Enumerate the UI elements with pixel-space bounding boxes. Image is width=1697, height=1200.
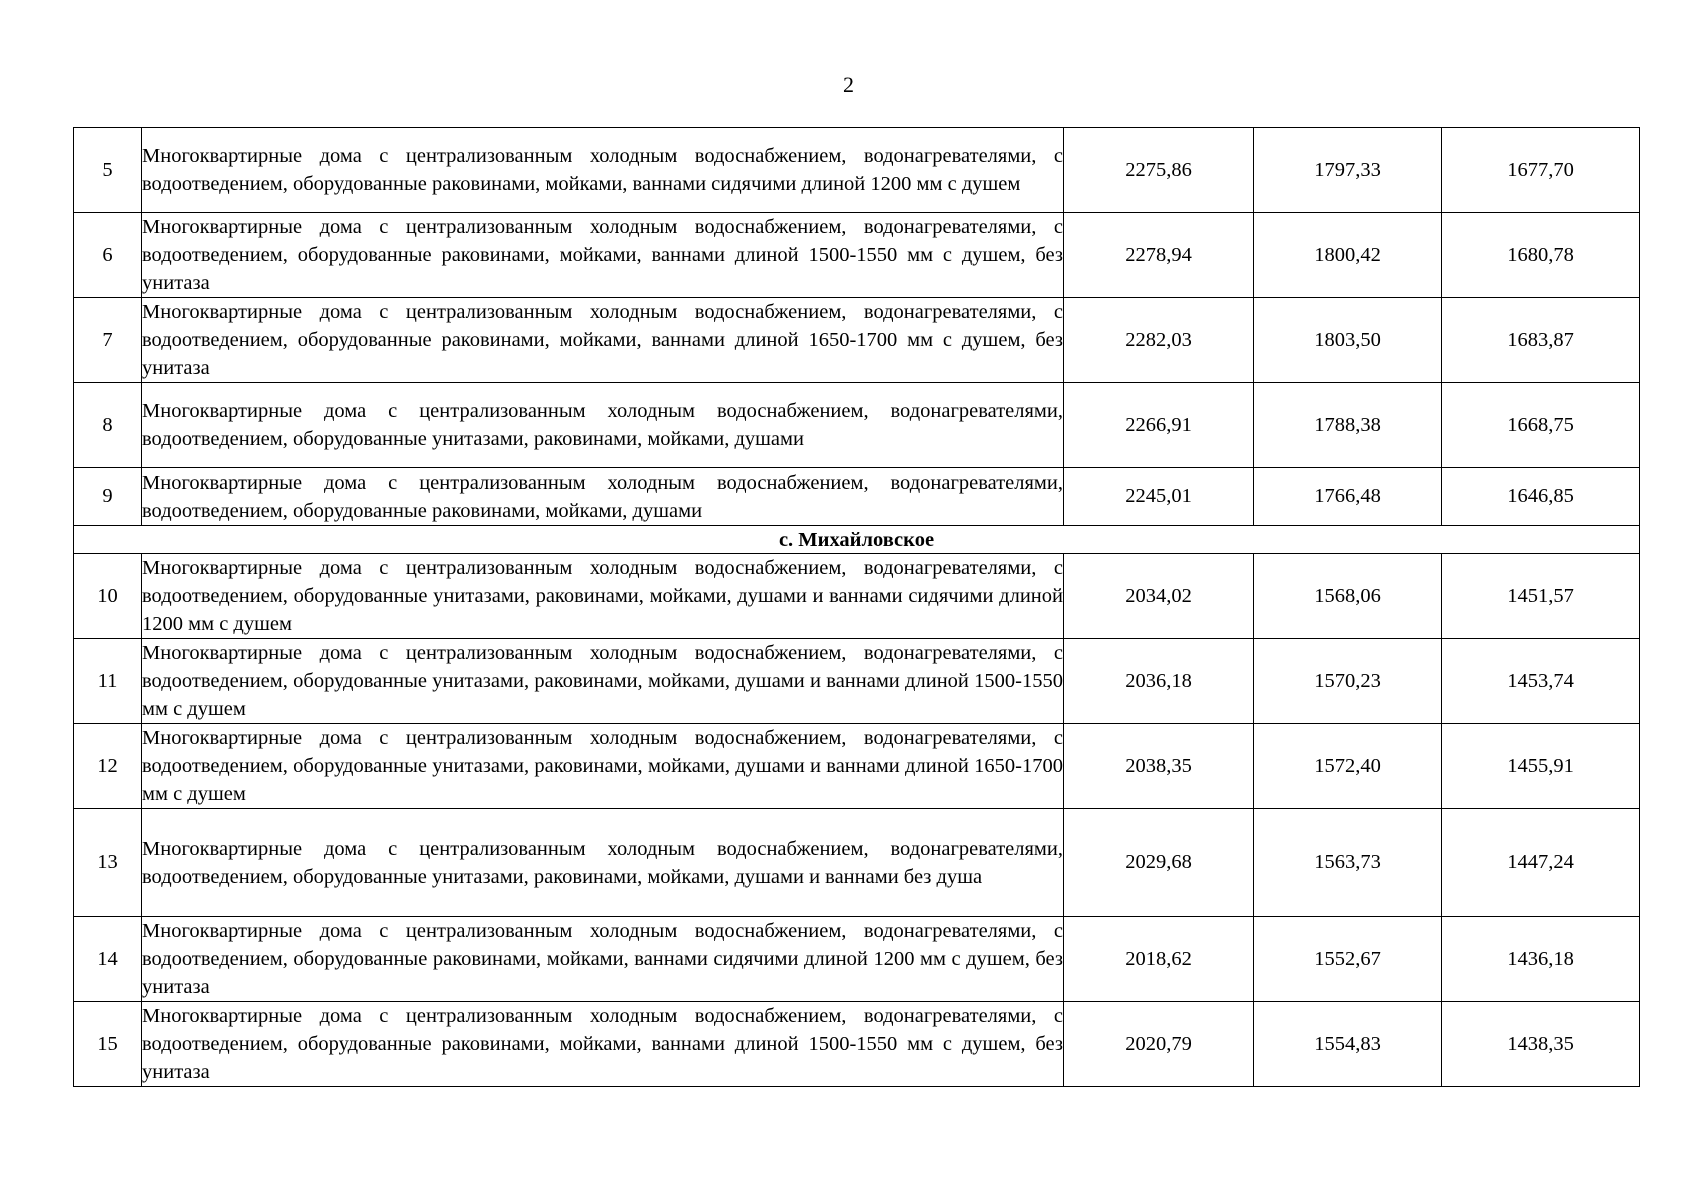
table-row <box>74 468 1640 526</box>
row-description: Многоквартирные дома с централизованным холодным водоснабжением, водонагревателями, с водоотведением, оборудованные раковинами, мойками, ваннами длиной 1500-1550 мм с душем, без унитаза <box>142 213 1064 298</box>
value-cell-1: 2275,86 <box>1064 128 1254 213</box>
row-description: Многоквартирные дома с централизованным холодным водоснабжением, водонагревателями, с водоотведением, оборудованные раковинами, мойками, ваннами сидячими длиной 1200 мм с душем <box>142 128 1064 213</box>
table-row <box>74 809 1640 917</box>
table-row <box>74 724 1640 809</box>
value-cell-3: 1436,18 <box>1442 917 1640 1002</box>
value-cell-1: 2020,79 <box>1064 1002 1254 1087</box>
row-number: 7 <box>74 298 142 383</box>
row-number: 11 <box>74 639 142 724</box>
row-number: 12 <box>74 724 142 809</box>
row-description: Многоквартирные дома с централизованным холодным водоснабжением, водонагревателями, с водоотведением, оборудованные унитазами, раковинами, мойками, душами и ваннами сидячими длиной 1200 мм с душем <box>142 554 1064 639</box>
section-title: с. Михайловское <box>74 526 1640 554</box>
row-description: Многоквартирные дома с централизованным холодным водоснабжением, водонагревателями, с водоотведением, оборудованные унитазами, раковинами, мойками, душами и ваннами длиной 1650-1700 мм с душем <box>142 724 1064 809</box>
value-cell-3: 1668,75 <box>1442 383 1640 468</box>
value-cell-2: 1572,40 <box>1254 724 1442 809</box>
value-cell-2: 1552,67 <box>1254 917 1442 1002</box>
row-number: 14 <box>74 917 142 1002</box>
row-number: 13 <box>74 809 142 917</box>
table-row <box>74 639 1640 724</box>
value-cell-2: 1554,83 <box>1254 1002 1442 1087</box>
row-description: Многоквартирные дома с централизованным холодным водоснабжением, водонагревателями, с водоотведением, оборудованные раковинами, мойками, ваннами длиной 1500-1550 мм с душем, без унитаза <box>142 1002 1064 1087</box>
table-row <box>74 298 1640 383</box>
value-cell-2: 1766,48 <box>1254 468 1442 526</box>
value-cell-3: 1447,24 <box>1442 809 1640 917</box>
value-cell-1: 2029,68 <box>1064 809 1254 917</box>
value-cell-2: 1570,23 <box>1254 639 1442 724</box>
value-cell-2: 1797,33 <box>1254 128 1442 213</box>
value-cell-3: 1683,87 <box>1442 298 1640 383</box>
row-description: Многоквартирные дома с централизованным холодным водоснабжением, водонагревателями, с водоотведением, оборудованные раковинами, мойками, ваннами сидячими длиной 1200 мм с душем, без унитаза <box>142 917 1064 1002</box>
row-number: 8 <box>74 383 142 468</box>
value-cell-3: 1646,85 <box>1442 468 1640 526</box>
table-row <box>74 1002 1640 1087</box>
value-cell-1: 2282,03 <box>1064 298 1254 383</box>
value-cell-2: 1800,42 <box>1254 213 1442 298</box>
table-row <box>74 128 1640 213</box>
row-number: 10 <box>74 554 142 639</box>
row-number: 15 <box>74 1002 142 1087</box>
value-cell-3: 1451,57 <box>1442 554 1640 639</box>
row-description: Многоквартирные дома с централизованным холодным водоснабжением, водонагревателями, водоотведением, оборудованные раковинами, мойками, душами <box>142 468 1064 526</box>
value-cell-3: 1455,91 <box>1442 724 1640 809</box>
row-number: 9 <box>74 468 142 526</box>
table-row <box>74 383 1640 468</box>
row-description: Многоквартирные дома с централизованным холодным водоснабжением, водонагревателями, водоотведением, оборудованные унитазами, раковинами, мойками, душами и ваннами без душа <box>142 809 1064 917</box>
value-cell-3: 1677,70 <box>1442 128 1640 213</box>
value-cell-2: 1803,50 <box>1254 298 1442 383</box>
table-row <box>74 917 1640 1002</box>
value-cell-1: 2278,94 <box>1064 213 1254 298</box>
value-cell-1: 2038,35 <box>1064 724 1254 809</box>
value-cell-1: 2034,02 <box>1064 554 1254 639</box>
value-cell-3: 1680,78 <box>1442 213 1640 298</box>
table-row <box>74 213 1640 298</box>
table-row <box>74 554 1640 639</box>
tariff-table <box>73 127 1640 1087</box>
row-number: 5 <box>74 128 142 213</box>
row-description: Многоквартирные дома с централизованным холодным водоснабжением, водонагревателями, с водоотведением, оборудованные унитазами, раковинами, мойками, душами и ваннами длиной 1500-1550 мм с душем <box>142 639 1064 724</box>
value-cell-2: 1568,06 <box>1254 554 1442 639</box>
row-number: 6 <box>74 213 142 298</box>
row-description: Многоквартирные дома с централизованным холодным водоснабжением, водонагревателями, водоотведением, оборудованные унитазами, раковинами, мойками, душами <box>142 383 1064 468</box>
value-cell-3: 1453,74 <box>1442 639 1640 724</box>
section-header-row <box>74 526 1640 554</box>
value-cell-1: 2018,62 <box>1064 917 1254 1002</box>
value-cell-3: 1438,35 <box>1442 1002 1640 1087</box>
value-cell-2: 1788,38 <box>1254 383 1442 468</box>
value-cell-1: 2036,18 <box>1064 639 1254 724</box>
row-description: Многоквартирные дома с централизованным холодным водоснабжением, водонагревателями, с водоотведением, оборудованные раковинами, мойками, ваннами длиной 1650-1700 мм с душем, без унитаза <box>142 298 1064 383</box>
page-number: 2 <box>843 72 854 97</box>
value-cell-1: 2245,01 <box>1064 468 1254 526</box>
value-cell-2: 1563,73 <box>1254 809 1442 917</box>
value-cell-1: 2266,91 <box>1064 383 1254 468</box>
